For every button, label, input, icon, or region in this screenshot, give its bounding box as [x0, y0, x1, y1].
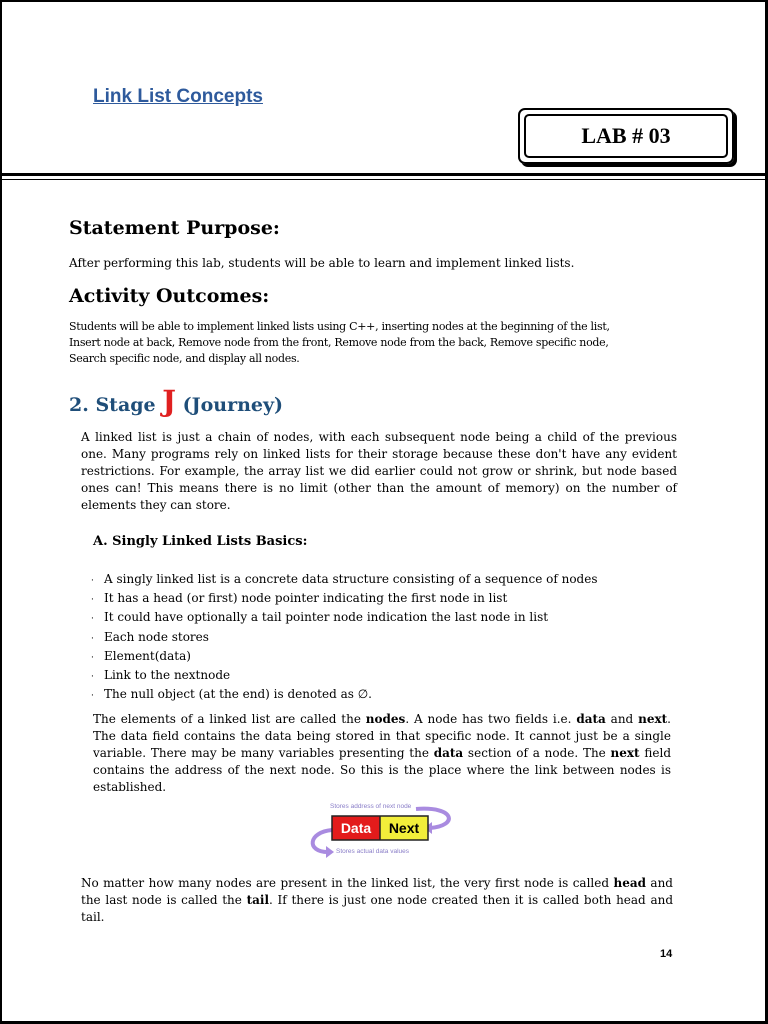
list-item: · A singly linked list is a concrete data structure consisting of a sequence of nodes: [91, 571, 597, 590]
stage-suffix: (Journey): [175, 394, 284, 416]
data-label: Data: [340, 820, 372, 836]
bullet-icon: ·: [91, 691, 94, 702]
node-caption-top: Stores address of next node: [330, 803, 412, 810]
bullet-icon: ·: [91, 633, 94, 644]
list-item: · Link to the nextnode: [91, 667, 597, 686]
statement-heading: Statement Purpose:: [69, 217, 280, 239]
header-title[interactable]: Link List Concepts: [93, 86, 263, 107]
lab-number-label: LAB # 03: [524, 114, 728, 158]
elements-paragraph: The elements of a linked list are called the nodes. A node has two fields i.e. data and next. The data field contains the data being stored in that specific node. It cannot just be a single variable. There may be many variables presenting the data section of a node. The next field contains the address of the next node. So this is the place where the link between nodes is established.: [93, 712, 671, 794]
page-border-left: [0, 0, 2, 1024]
intro-paragraph: A linked list is just a chain of nodes, with each subsequent node being a child of the previous one. Many programs rely on linked lists for their storage because these don't have any evident restrictions. For example, the array list we did earlier could not grow or shrink, but node based ones can! This means there is no limit (other than the amount of memory) on the number of elements they can store.: [81, 430, 677, 512]
list-item: · It has a head (or first) node pointer indicating the first node in list: [91, 590, 597, 609]
singly-heading: A. Singly Linked Lists Basics:: [93, 534, 308, 549]
statement-text: After performing this lab, students will be able to learn and implement linked lists.: [69, 256, 575, 270]
bullet-icon: ·: [91, 652, 94, 663]
outcomes-line: Insert node at back, Remove node from the front, Remove node from the back, Remove specific node,: [69, 336, 609, 349]
node-diagram: [306, 800, 458, 860]
outcomes-line: Students will be able to implement linked lists using C++, inserting nodes at the beginning of the list,: [69, 320, 610, 333]
list-item: · It could have optionally a tail pointer node indication the last node in list: [91, 609, 597, 628]
list-item: · Each node stores: [91, 629, 597, 648]
lab-number-box: [518, 108, 734, 164]
outcomes-line: Search specific node, and display all nodes.: [69, 352, 300, 365]
page-border-top: [0, 0, 768, 2]
node-caption-bottom: Stores actual data values: [336, 848, 409, 855]
outcomes-heading: Activity Outcomes:: [69, 285, 270, 307]
list-item: · Element(data): [91, 648, 597, 667]
stage-letter: J: [162, 384, 176, 418]
data-arrowhead-icon: [326, 846, 334, 858]
singly-list: [91, 571, 597, 705]
closing-paragraph: No matter how many nodes are present in the linked list, the very first node is called head and the last node is called the tail. If there is just one node created then it is called both head and tail.: [81, 876, 674, 924]
stage-prefix: 2. Stage: [69, 394, 163, 416]
bullet-icon: ·: [91, 595, 94, 606]
next-label: Next: [388, 820, 420, 836]
page-number: 14: [660, 948, 673, 960]
stage-heading: [69, 384, 283, 418]
header-rule-thick: [0, 173, 768, 176]
bullet-icon: ·: [91, 672, 94, 683]
outcomes-text: [69, 319, 610, 367]
bullet-icon: ·: [91, 614, 94, 625]
list-item: · The null object (at the end) is denoted as ∅.: [91, 686, 597, 705]
header-rule-thin: [0, 179, 768, 180]
bullet-icon: ·: [91, 576, 94, 586]
